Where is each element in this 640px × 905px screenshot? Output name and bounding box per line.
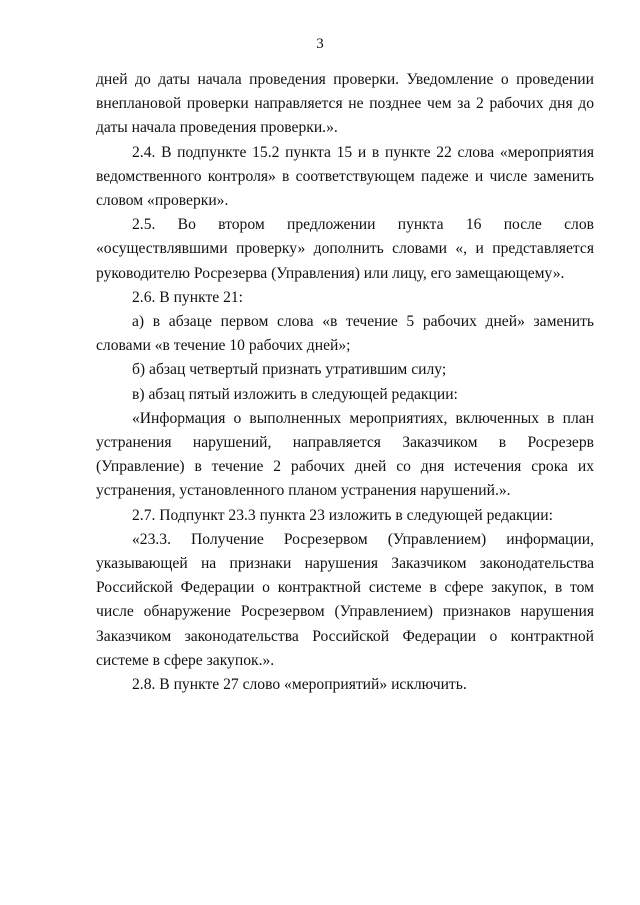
paragraph-continuation: дней до даты начала проведения проверки. Уведомление о проведении внеплановой проверки направляется не позднее чем за 2 рабочих дня до даты начала проведения проверки.». [96, 71, 594, 137]
paragraph-2-4: 2.4. В подпункте 15.2 пункта 15 и в пункте 22 слова «мероприятия ведомственного контроля» в соответствующем падеже и числе заменить словом «проверки». [96, 143, 594, 210]
paragraph-2-6: 2.6. В пункте 21: [132, 288, 244, 306]
page-number: 3 [316, 36, 324, 52]
paragraph-2-6-b: б) абзац четвертый признать утратившим силу; [132, 361, 447, 379]
paragraph-2-6-v: в) абзац пятый изложить в следующей редакции: [132, 385, 458, 403]
paragraph-2-8: 2.8. В пункте 27 слово «мероприятий» исключить. [132, 676, 467, 694]
paragraph-quote-23-3: «23.3. Получение Росрезервом (Управлением) информации, указывающей на признаки нарушения Заказчиком законодательства Российской Федерации о контрактной системе в сфере закупок, в том числе обнаружение Росрезервом (Управлением) признаков нарушения Заказчиком законодательства Российской Федерации о контрактной системе в сфере закупок.». [96, 530, 594, 669]
paragraph-2-7: 2.7. Подпункт 23.3 пункта 23 изложить в следующей редакции: [132, 506, 553, 524]
document-body [96, 68, 594, 697]
paragraph-2-6-a: а) в абзаце первом слова «в течение 5 рабочих дней» заменить словами «в течение 10 рабочих дней»; [96, 313, 594, 355]
paragraph-quote-information: «Информация о выполненных мероприятиях, включенных в план устранения нарушений, направляется Заказчиком в Росрезерв (Управление) в течение 2 рабочих дней со дня истечения срока их устранения, установленного планом устранения нарушений.». [96, 409, 594, 500]
paragraph-2-5: 2.5. Во втором предложении пункта 16 после слов «осуществлявшими проверку» дополнить словами «, и представляется руководителю Росрезерва (Управления) или лицу, его замещающему». [96, 216, 594, 282]
